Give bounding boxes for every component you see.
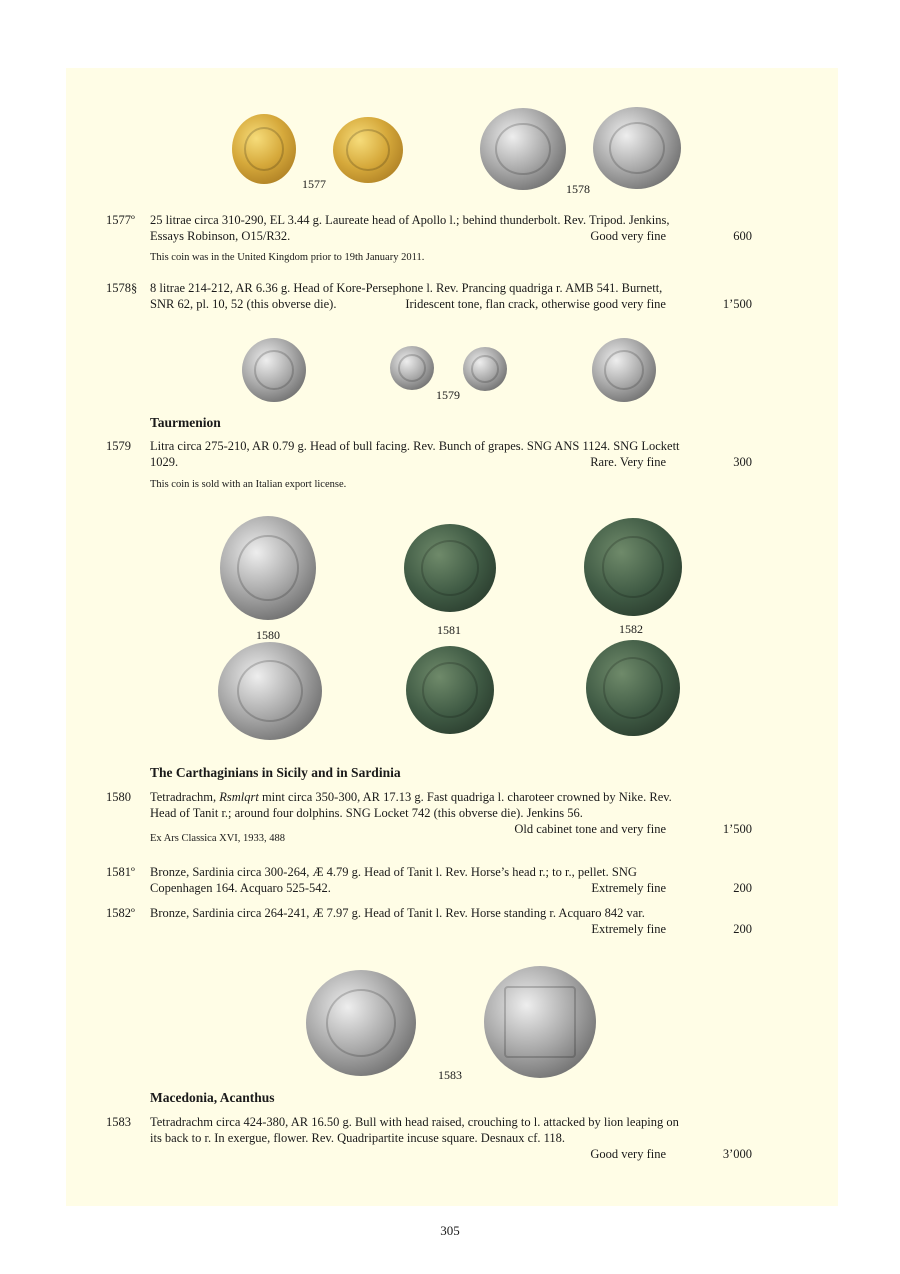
plate-label-1579: 1579 (436, 388, 460, 402)
lot-grade: Old cabinet tone and very fine (514, 822, 666, 836)
lot-description-line1: Bronze, Sardinia circa 264-241, Æ 7.97 g. Head of Tanit l. Rev. Horse standing r. Acquaro 842 var. (150, 906, 645, 920)
lot-description-line2: its back to r. In exergue, flower. Rev. Quadripartite incuse square. Desnaux cf. 118. (150, 1131, 566, 1145)
lot-description-line1: 25 litrae circa 310-290, EL 3.44 g. Laureate head of Apollo l.; behind thunderbolt. Rev. Tripod. Jenkins, (150, 213, 670, 227)
coin-1582-obverse (584, 518, 682, 616)
lot-number: 1578§ (106, 281, 138, 295)
coin-1583-obverse (306, 970, 416, 1076)
plate-label-1578: 1578 (566, 182, 590, 196)
lot-1581 (106, 864, 752, 898)
coin-1580-obverse (220, 516, 316, 620)
plate-label-1581: 1581 (437, 623, 461, 637)
coin-1579-reverse-enlarged (592, 338, 656, 402)
coin-1583-reverse (484, 966, 596, 1078)
lot-estimate: 600 (733, 229, 752, 243)
plate-label-1583: 1583 (438, 1068, 462, 1082)
coin-1577-obverse (232, 114, 296, 184)
lot-description-line2: Head of Tanit r.; around four dolphins. SNG Locket 742 (this obverse die). Jenkins 56. (150, 806, 583, 820)
lot-1580-note: Ex Ars Classica XVI, 1933, 488 (150, 833, 286, 844)
plate-label-1577: 1577 (302, 177, 326, 191)
coin-1578-reverse (593, 107, 681, 189)
coin-1581-obverse (404, 524, 496, 612)
lot-estimate: 1’500 (722, 822, 752, 836)
lot-description-line2: Essays Robinson, O15/R32. (150, 229, 291, 243)
lot-number: 1579 (106, 439, 131, 453)
lot-1578 (106, 280, 752, 314)
section-heading-acanthus: Macedonia, Acanthus (150, 1090, 275, 1105)
plate-label-1580: 1580 (256, 628, 280, 642)
coin-1582-reverse (586, 640, 680, 736)
page-number: 305 (440, 1223, 460, 1238)
lot-grade: Good very fine (590, 1147, 666, 1161)
lot-description-line1: 8 litrae 214-212, AR 6.36 g. Head of Kore-Persephone l. Rev. Prancing quadriga r. AMB 541. Burnett, (150, 281, 663, 295)
section-heading-taurmenion: Taurmenion (150, 415, 221, 430)
mint-name: Rsmlqrt (219, 790, 259, 804)
lot-1577-note: This coin was in the United Kingdom prior to 19th January 2011. (150, 252, 425, 263)
lot-number: 1577º (106, 213, 135, 227)
lot-description-line1: Litra circa 275-210, AR 0.79 g. Head of bull facing. Rev. Bunch of grapes. SNG ANS 1124. SNG Lockett (150, 439, 680, 453)
lot-grade: Good very fine (590, 229, 666, 243)
coin-1580-reverse (218, 642, 322, 740)
coin-1578-obverse (480, 108, 566, 190)
lot-1582 (106, 905, 752, 939)
lot-1579-note: This coin is sold with an Italian export license. (150, 479, 347, 490)
lot-description-line2: Copenhagen 164. Acquaro 525-542. (150, 881, 331, 895)
lot-description-line1: Tetradrachm circa 424-380, AR 16.50 g. Bull with head raised, crouching to l. attacked by lion leaping on (150, 1115, 679, 1129)
lot-number: 1582º (106, 906, 135, 920)
lot-grade: Iridescent tone, flan crack, otherwise good very fine (405, 297, 666, 311)
coin-1579-obverse-enlarged (242, 338, 306, 402)
lot-grade: Rare. Very fine (590, 455, 666, 469)
lot-1580 (106, 789, 752, 839)
lot-grade: Extremely fine (591, 922, 666, 936)
lot-estimate: 3’000 (722, 1147, 752, 1161)
lot-number: 1583 (106, 1115, 131, 1129)
lot-number: 1580 (106, 790, 131, 804)
lot-number: 1581º (106, 865, 135, 879)
lot-description-line1: Bronze, Sardinia circa 300-264, Æ 4.79 g. Head of Tanit l. Rev. Horse’s head r.; to r., pellet. SNG (150, 865, 637, 879)
lot-1577 (106, 212, 752, 246)
lot-estimate: 300 (733, 455, 752, 469)
lot-estimate: 200 (733, 881, 752, 895)
lot-estimate: 200 (733, 922, 752, 936)
plate-label-1582: 1582 (619, 622, 643, 636)
lot-1579 (106, 438, 752, 472)
coin-1579-obverse (390, 346, 434, 390)
lot-estimate: 1’500 (722, 297, 752, 311)
lot-description-line2: SNR 62, pl. 10, 52 (this obverse die). (150, 297, 337, 311)
lot-1583 (106, 1114, 752, 1164)
lot-grade: Extremely fine (591, 881, 666, 895)
coin-1579-reverse (463, 347, 507, 391)
coin-1577-reverse (333, 117, 403, 183)
lot-description-line2: 1029. (150, 455, 179, 469)
lot-description-line1: Tetradrachm, Rsmlqrt mint circa 350-300, AR 17.13 g. Fast quadriga l. charoteer crowned by Nike. Rev. (150, 790, 672, 804)
coin-1581-reverse (406, 646, 494, 734)
section-heading-carthaginians: The Carthaginians in Sicily and in Sardinia (150, 765, 401, 780)
